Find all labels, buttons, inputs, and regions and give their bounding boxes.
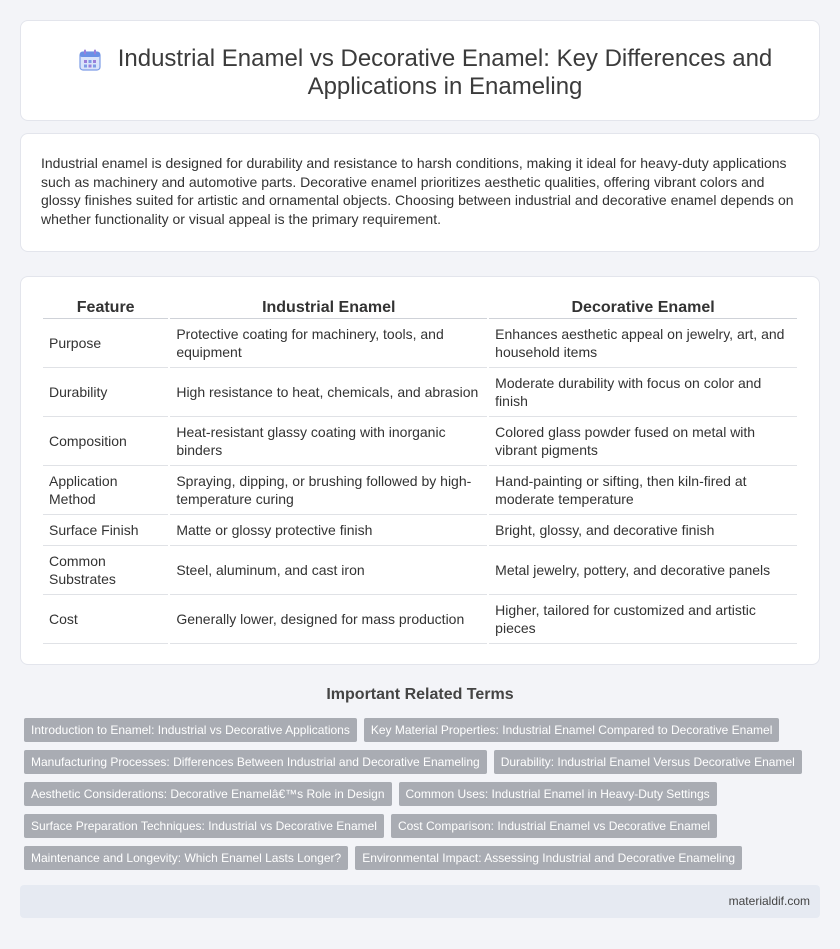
- feature-cell: Composition: [43, 417, 168, 466]
- related-terms-title: Important Related Terms: [326, 686, 514, 703]
- comparison-table: [41, 297, 799, 644]
- related-term-tag[interactable]: Cost Comparison: Industrial Enamel vs Decorative Enamel: [391, 814, 717, 838]
- decorative-cell: Enhances aesthetic appeal on jewelry, art, and household items: [489, 319, 797, 368]
- industrial-cell: Matte or glossy protective finish: [170, 515, 487, 546]
- header-decorative-enamel: Decorative Enamel: [489, 297, 797, 319]
- table-row: [43, 368, 797, 417]
- table-row: [43, 546, 797, 595]
- decorative-cell: Bright, glossy, and decorative finish: [489, 515, 797, 546]
- related-term-tag[interactable]: Aesthetic Considerations: Decorative Enamelâ€™s Role in Design: [24, 782, 392, 806]
- footer-site-name[interactable]: materialdif.com: [728, 894, 810, 908]
- footer: [20, 885, 820, 918]
- industrial-cell: Generally lower, designed for mass production: [170, 595, 487, 644]
- industrial-cell: Steel, aluminum, and cast iron: [170, 546, 487, 595]
- decorative-cell: Hand-painting or sifting, then kiln-fired at moderate temperature: [489, 466, 797, 515]
- header-industrial-enamel: Industrial Enamel: [170, 297, 487, 319]
- related-term-tag[interactable]: Maintenance and Longevity: Which Enamel Lasts Longer?: [24, 846, 348, 870]
- table-row: [43, 595, 797, 644]
- decorative-cell: Higher, tailored for customized and artistic pieces: [489, 595, 797, 644]
- related-term-tag[interactable]: Surface Preparation Techniques: Industrial vs Decorative Enamel: [24, 814, 384, 838]
- related-term-tag[interactable]: Environmental Impact: Assessing Industrial and Decorative Enameling: [355, 846, 742, 870]
- feature-cell: Application Method: [43, 466, 168, 515]
- decorative-cell: Colored glass powder fused on metal with vibrant pigments: [489, 417, 797, 466]
- intro-paragraph: Industrial enamel is designed for durability and resistance to harsh conditions, making it ideal for heavy-duty applications such as machinery and automotive parts. Decorative enamel prioritizes aesthetic qualities, offering vibrant colors and glossy finishes suited for artistic and ornamental objects. Choosing between industrial and decorative enamel depends on whether functionality or visual appeal is the primary requirement.: [41, 155, 794, 227]
- page-title: Industrial Enamel vs Decorative Enamel: Key Differences and Applications in Enameling: [117, 45, 773, 100]
- related-term-tag[interactable]: Durability: Industrial Enamel Versus Decorative Enamel: [494, 750, 802, 774]
- feature-cell: Cost: [43, 595, 168, 644]
- title-card: [20, 20, 820, 121]
- intro-card: [20, 133, 820, 252]
- industrial-cell: Protective coating for machinery, tools, and equipment: [170, 319, 487, 368]
- feature-cell: Common Substrates: [43, 546, 168, 595]
- table-row: [43, 515, 797, 546]
- industrial-cell: Heat-resistant glassy coating with inorganic binders: [170, 417, 487, 466]
- industrial-cell: Spraying, dipping, or brushing followed by high-temperature curing: [170, 466, 487, 515]
- related-term-tag[interactable]: Common Uses: Industrial Enamel in Heavy-Duty Settings: [399, 782, 717, 806]
- related-term-tag[interactable]: Introduction to Enamel: Industrial vs Decorative Applications: [24, 718, 357, 742]
- table-row: [43, 319, 797, 368]
- table-header-row: [43, 297, 797, 319]
- related-term-tag[interactable]: Manufacturing Processes: Differences Between Industrial and Decorative Enameling: [24, 750, 487, 774]
- decorative-cell: Metal jewelry, pottery, and decorative panels: [489, 546, 797, 595]
- comparison-table-card: [20, 276, 820, 665]
- feature-cell: Durability: [43, 368, 168, 417]
- decorative-cell: Moderate durability with focus on color and finish: [489, 368, 797, 417]
- feature-cell: Purpose: [43, 319, 168, 368]
- table-row: [43, 417, 797, 466]
- industrial-cell: High resistance to heat, chemicals, and abrasion: [170, 368, 487, 417]
- related-terms-list: [24, 718, 814, 870]
- feature-cell: Surface Finish: [43, 515, 168, 546]
- header-feature: Feature: [43, 297, 168, 319]
- table-row: [43, 466, 797, 515]
- related-term-tag[interactable]: Key Material Properties: Industrial Enamel Compared to Decorative Enamel: [364, 718, 780, 742]
